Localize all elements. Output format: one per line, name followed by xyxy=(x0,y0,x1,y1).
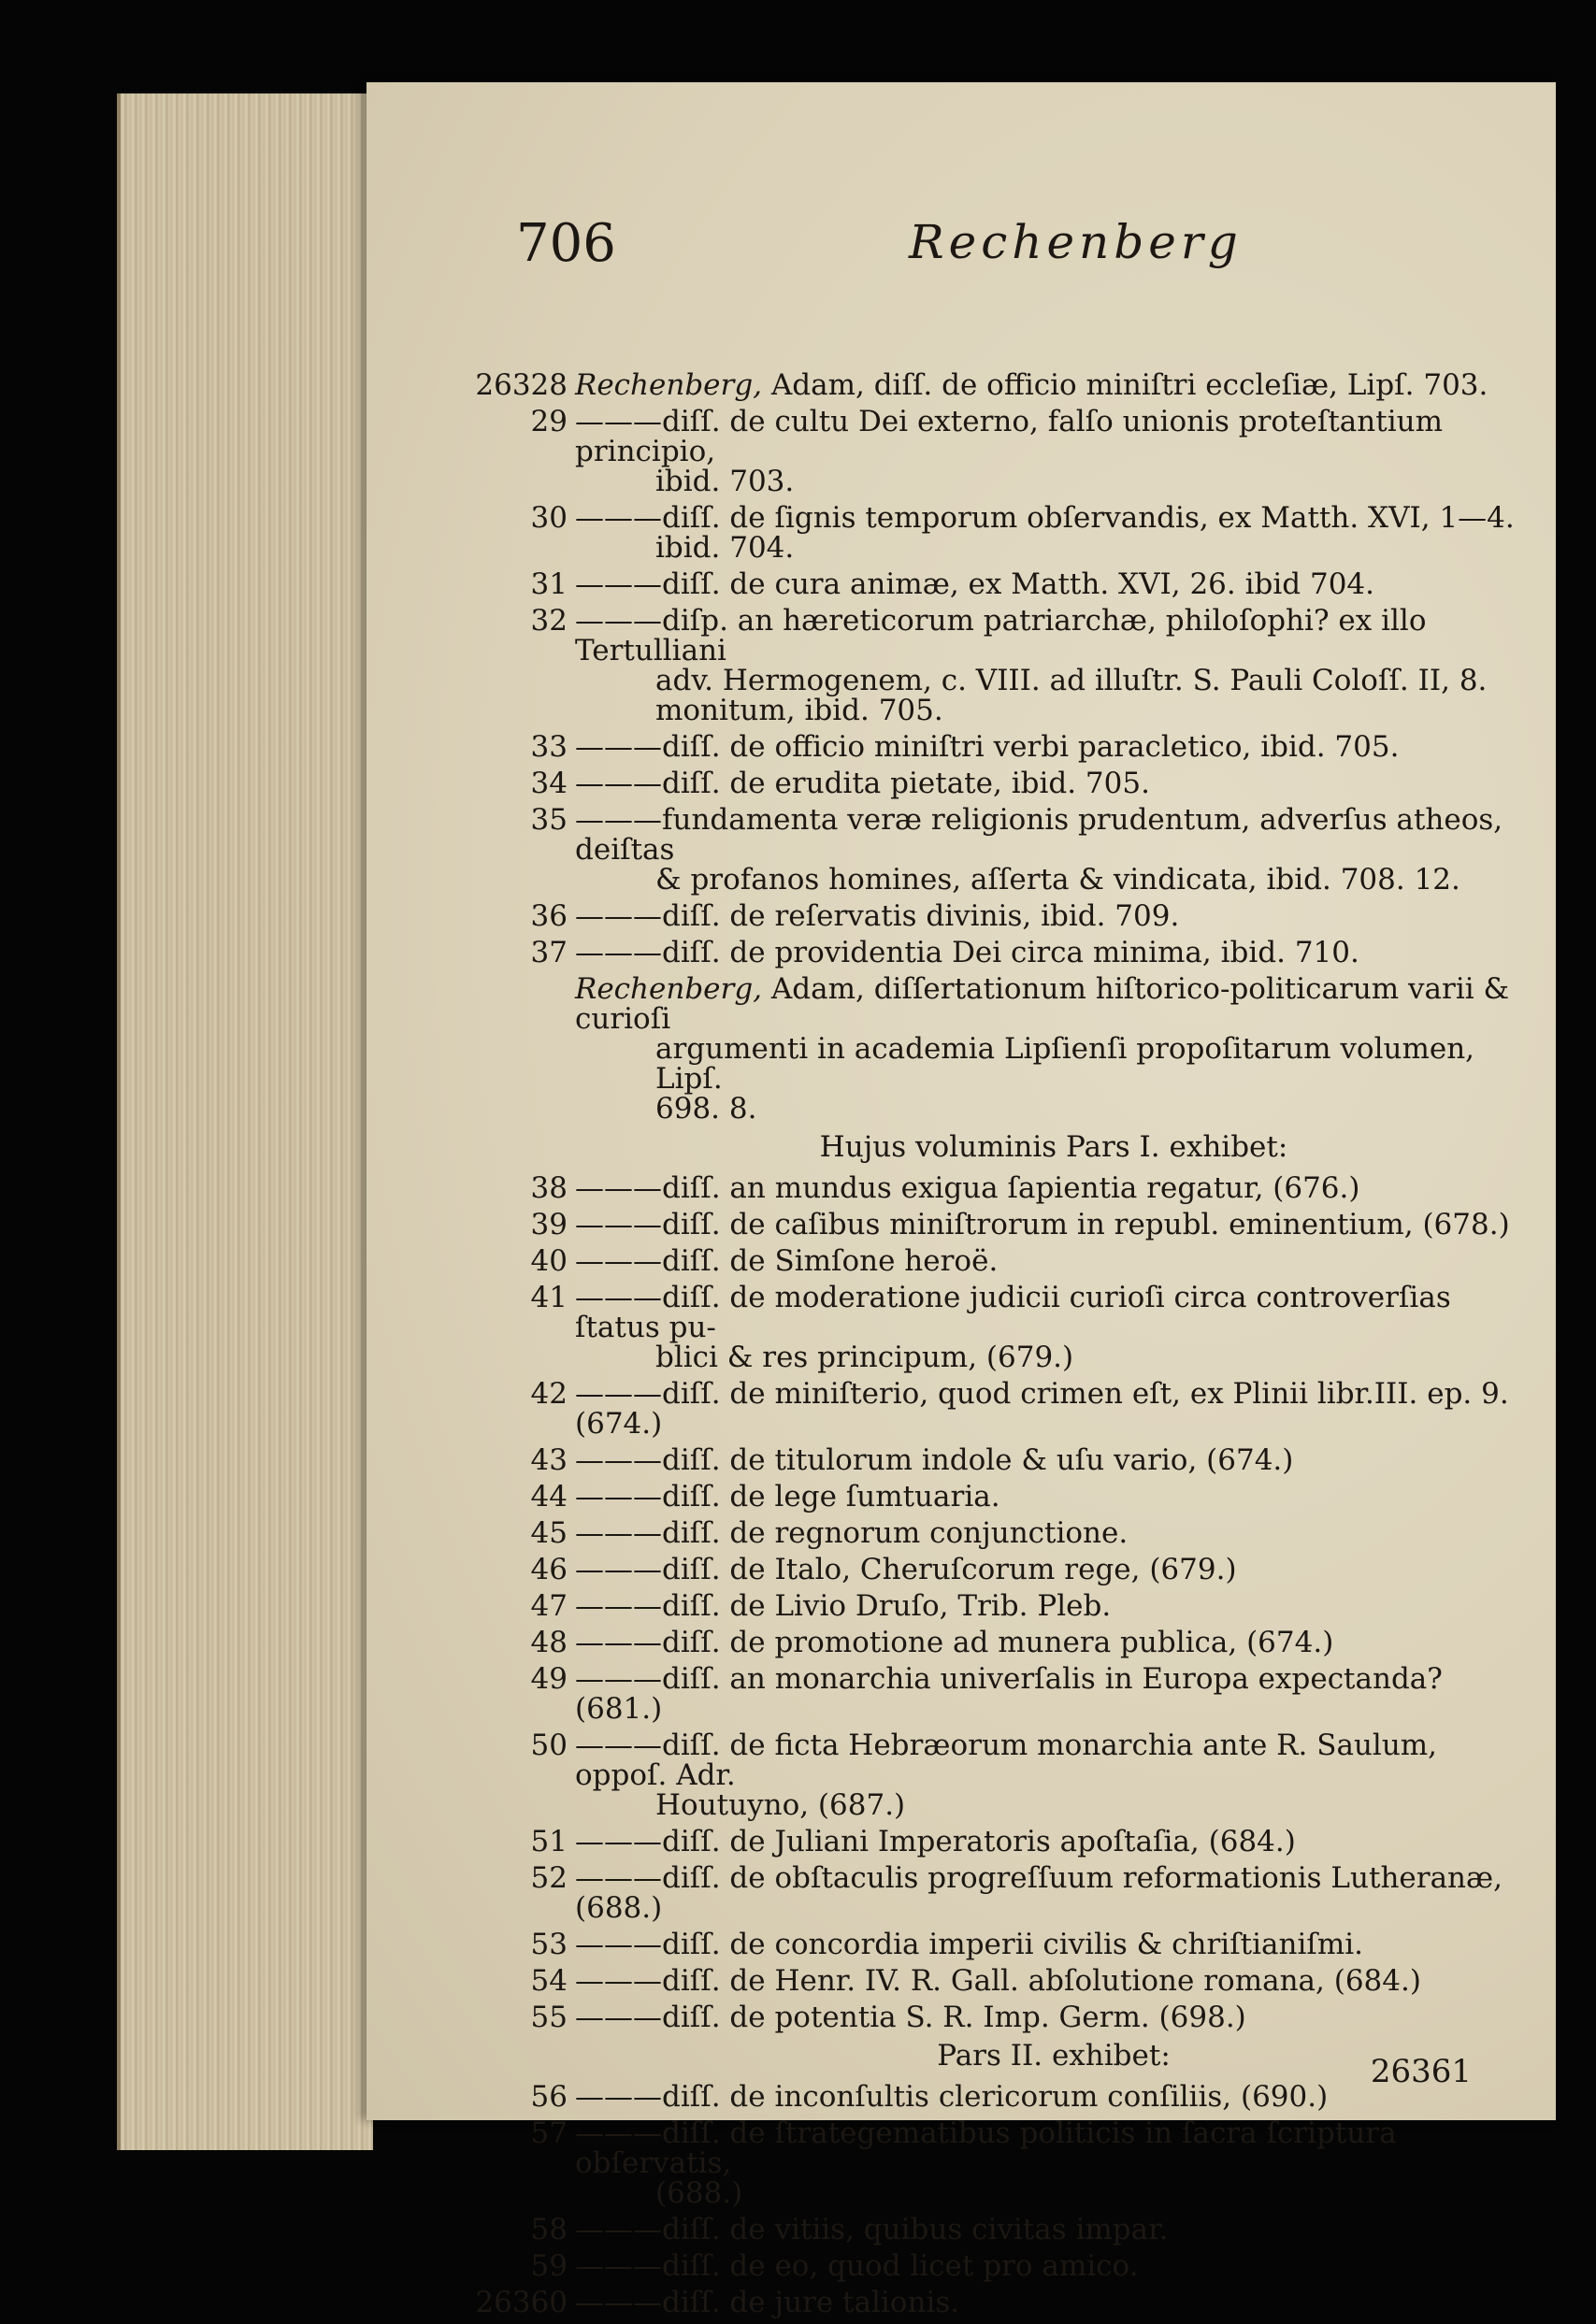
entry-row xyxy=(465,1173,1531,1203)
entry-row xyxy=(465,2215,1531,2245)
entry-number: 49 xyxy=(530,1662,568,1696)
entry-row xyxy=(465,370,1531,400)
entry-line: ———diſſ. de obſtaculis progreſſuum reformationis Lutheranæ, (688.) xyxy=(575,1861,1503,1925)
entry-text xyxy=(575,1246,1531,1276)
entry-number: 32 xyxy=(530,604,568,638)
entry-line: ———diſſ. de Henr. IV. R. Gall. abſolutione romana, (684.) xyxy=(575,1964,1421,1998)
entry-number: 53 xyxy=(530,1928,568,1961)
entry-number: 26360 xyxy=(475,2286,568,2319)
entry-line: ———diſſ. de caſibus miniſtrorum in republ. eminentium, (678.) xyxy=(575,1208,1510,1241)
entry-text xyxy=(575,768,1531,798)
entry-line: (688.) xyxy=(655,2176,743,2210)
entry-line: ———diſſ. de potentia S. R. Imp. Germ. (698.) xyxy=(575,2001,1246,2034)
entry-number: 26328 xyxy=(475,368,568,402)
entry-number: 46 xyxy=(530,1553,568,1586)
entry-number: 52 xyxy=(530,1861,568,1895)
entry-line: ———diſp. an hæreticorum patriarchæ, philoſophi? ex illo Tertulliani xyxy=(575,604,1427,667)
entry-text xyxy=(575,1827,1531,1857)
entry-row xyxy=(465,1518,1531,1548)
entry-number: 55 xyxy=(530,2001,568,2034)
entry-line: ———diſſ. de titulorum indole & uſu vario, (674.) xyxy=(575,1443,1294,1477)
entry-text xyxy=(575,407,1531,496)
entry-text xyxy=(575,901,1531,931)
entry-number: 58 xyxy=(530,2213,568,2246)
entry-author: Rechenberg, xyxy=(575,972,771,1006)
entry-number: 56 xyxy=(530,2080,568,2114)
entry-number: 31 xyxy=(530,567,568,601)
entry-row xyxy=(465,938,1531,968)
entry-line: ———diſſ. de moderatione judicii curioſi circa controverſias ſtatus pu- xyxy=(575,1281,1451,1344)
entry-number: 33 xyxy=(530,730,568,764)
entry-text xyxy=(575,1628,1531,1657)
entry-line: ———diſſ. de erudita pietate, ibid. 705. xyxy=(575,767,1150,800)
entry-row xyxy=(465,1482,1531,1512)
entry-row xyxy=(465,1929,1531,1959)
entry-line: ———diſſ. de reſervatis divinis, ibid. 709. xyxy=(575,899,1180,933)
entry-line: Adam, diſſertationum hiſtorico-politicarum varii & curioſi xyxy=(575,972,1510,1036)
entry-row xyxy=(465,1210,1531,1240)
entry-line: ———diſſ. de Juliani Imperatoris apoſtaſia, (684.) xyxy=(575,1825,1296,1858)
entry-line: ———diſſ. de regnorum conjunctione. xyxy=(575,1516,1129,1550)
entry-text xyxy=(575,732,1531,762)
entry-line: ———diſſ. de Simſone heroë. xyxy=(575,1244,999,1278)
entry-line: ———diſſ. de cura animæ, ex Matth. XVI, 26. ibid 704. xyxy=(575,567,1374,601)
entry-text xyxy=(575,569,1531,599)
entry-row xyxy=(465,1246,1531,1276)
entry-text xyxy=(575,1283,1531,1372)
entry-text xyxy=(575,1591,1531,1621)
entry-row xyxy=(465,1863,1531,1923)
section-heading: Hujus voluminis Pars I. exhibet: xyxy=(819,1130,1288,1164)
entry-line: ———diſſ. an monarchia univerſalis in Europa expectanda? (681.) xyxy=(575,1662,1443,1726)
entry-text xyxy=(575,1173,1531,1203)
entry-row xyxy=(465,1555,1531,1585)
entry-number: 30 xyxy=(530,501,568,535)
entry-text xyxy=(575,2118,1531,2208)
section-heading: Pars II. exhibet: xyxy=(937,2039,1171,2073)
entry-row xyxy=(465,901,1531,931)
entry-line: ———diſſ. de inconſultis clericorum conſiliis, (690.) xyxy=(575,2080,1329,2114)
entry-row xyxy=(465,606,1531,725)
entry-line: ———diſſ. de jure talionis. xyxy=(575,2286,960,2319)
entry-text xyxy=(575,1664,1531,1724)
entry-line: ibid. 703. xyxy=(655,465,795,498)
entry-number: 47 xyxy=(530,1589,568,1623)
entry-line: ———diſſ. de cultu Dei externo, falſo unionis proteſtantium principio, xyxy=(575,405,1443,468)
entry-number: 38 xyxy=(530,1171,568,1205)
entry-line: ———diſſ. de concordia imperii civilis & chriſtianiſmi. xyxy=(575,1928,1364,1961)
entry-number: 36 xyxy=(530,899,568,933)
entry-text xyxy=(575,974,1531,1124)
entry-line: argumenti in academia Lipſienſi propoſitarum volumen, Lipſ. xyxy=(655,1032,1475,1096)
entry-number: 43 xyxy=(530,1443,568,1477)
entry-row xyxy=(465,1966,1531,1996)
entry-line: ———diſſ. de ſtrategematibus politicis in ſacra ſcriptura obſervatis, xyxy=(575,2116,1397,2180)
entry-line: ———diſſ. de Livio Druſo, Trib. Pleb. xyxy=(575,1589,1112,1623)
entry-row xyxy=(465,2251,1531,2281)
entry-text xyxy=(575,1555,1531,1585)
entry-row xyxy=(465,732,1531,762)
catchword: 26361 xyxy=(1370,2053,1472,2090)
entry-line: ———diſſ. de eo, quod licet pro amico. xyxy=(575,2249,1139,2283)
entry-number: 29 xyxy=(530,405,568,438)
entry-number: 54 xyxy=(530,1964,568,1998)
entry-row xyxy=(465,1730,1531,1820)
entry-row xyxy=(465,407,1531,496)
entry-row xyxy=(465,768,1531,798)
entry-line: Adam, diſſ. de officio miniſtri eccleſiæ, Lipſ. 703. xyxy=(770,368,1488,402)
entry-text xyxy=(575,938,1531,968)
entry-text xyxy=(575,1518,1531,1548)
entry-line: blici & res principum, (679.) xyxy=(655,1341,1074,1374)
entry-number: 44 xyxy=(530,1480,568,1513)
entry-number: 50 xyxy=(530,1729,568,1762)
entry-row xyxy=(465,2002,1531,2032)
entry-row xyxy=(465,805,1531,895)
entry-author: Rechenberg, xyxy=(575,368,771,402)
entry-text xyxy=(575,606,1531,725)
entry-number: 57 xyxy=(530,2116,568,2150)
entry-text xyxy=(575,2251,1531,2281)
entry-line: monitum, ibid. 705. xyxy=(655,694,943,727)
entry-line: ———diſſ. an mundus exigua ſapientia regatur, (676.) xyxy=(575,1171,1360,1205)
entry-line: ———diſſ. de providentia Dei circa minima, ibid. 710. xyxy=(575,936,1359,969)
entry-line: ———diſſ. de miniſterio, quod crimen eſt, ex Plinii libr.III. ep. 9. (674.) xyxy=(575,1377,1509,1441)
entry-line: ———diſſ. de lege ſumtuaria. xyxy=(575,1480,1000,1513)
entry-text xyxy=(575,1482,1531,1512)
entry-number: 41 xyxy=(530,1281,568,1314)
entry-text xyxy=(575,1210,1531,1240)
page-header xyxy=(516,213,1462,288)
entry-row xyxy=(465,503,1531,563)
entry-line: & profanos homines, aſſerta & vindicata, ibid. 708. 12. xyxy=(655,863,1460,897)
entry-number: 42 xyxy=(530,1377,568,1411)
entry-text xyxy=(575,1966,1531,1996)
entry-text xyxy=(575,503,1531,563)
entry-line: ———diſſ. de ſignis temporum obſervandis, ex Matth. XVI, 1—4. xyxy=(575,501,1515,535)
entry-row xyxy=(465,1379,1531,1439)
entry-row xyxy=(465,1445,1531,1475)
entry-text xyxy=(575,1379,1531,1439)
entry-row xyxy=(465,1827,1531,1857)
running-head: Rechenberg xyxy=(909,215,1243,269)
page-number: 706 xyxy=(516,213,616,274)
entry-row xyxy=(465,2288,1531,2317)
entry-text xyxy=(575,2215,1531,2245)
bibliography-list xyxy=(465,370,1531,2324)
entry-row xyxy=(465,1283,1531,1372)
entry-text xyxy=(575,1730,1531,1820)
entry-line: 698. 8. xyxy=(655,1092,757,1126)
entry-line: ———diſſ. de Italo, Cheruſcorum rege, (679.) xyxy=(575,1553,1237,1586)
entry-line: ibid. 704. xyxy=(655,531,795,565)
entry-row xyxy=(465,2118,1531,2208)
entry-number: 45 xyxy=(530,1516,568,1550)
entry-text xyxy=(575,805,1531,895)
book-page xyxy=(367,82,1556,2319)
entry-text xyxy=(575,2288,1531,2317)
entry-number: 48 xyxy=(530,1626,568,1659)
entry-number: 59 xyxy=(530,2249,568,2283)
entry-number: 51 xyxy=(530,1825,568,1858)
entry-line: ———diſſ. de vitiis, quibus civitas impar. xyxy=(575,2213,1169,2246)
entry-row xyxy=(465,1664,1531,1724)
entry-line: ———diſſ. de promotione ad munera publica, (674.) xyxy=(575,1626,1334,1659)
entry-line: adv. Hermogenem, c. VIII. ad illuſtr. S. Pauli Coloſſ. II, 8. xyxy=(655,664,1488,697)
entry-number: 40 xyxy=(530,1244,568,1278)
entry-number: 34 xyxy=(530,767,568,800)
entry-number: 39 xyxy=(530,1208,568,1241)
entry-text xyxy=(575,370,1531,400)
entry-row xyxy=(465,974,1531,1124)
entry-number: 35 xyxy=(530,803,568,837)
entry-line: ———diſſ. de officio miniſtri verbi paracletico, ibid. 705. xyxy=(575,730,1400,764)
entry-text xyxy=(575,1863,1531,1923)
entry-text xyxy=(575,1929,1531,1959)
book-page-edges xyxy=(117,93,373,2150)
entry-row xyxy=(465,569,1531,599)
entry-text xyxy=(575,1445,1531,1475)
entry-row xyxy=(465,1628,1531,1657)
entry-line: Houtuyno, (687.) xyxy=(655,1788,906,1822)
entry-number: 37 xyxy=(530,936,568,969)
entry-text xyxy=(575,2002,1531,2032)
entry-line: ———diſſ. de ficta Hebræorum monarchia ante R. Saulum, oppoſ. Adr. xyxy=(575,1729,1438,1792)
entry-row xyxy=(465,1591,1531,1621)
entry-line: ———fundamenta veræ religionis prudentum, adverſus atheos, deiſtas xyxy=(575,803,1503,867)
